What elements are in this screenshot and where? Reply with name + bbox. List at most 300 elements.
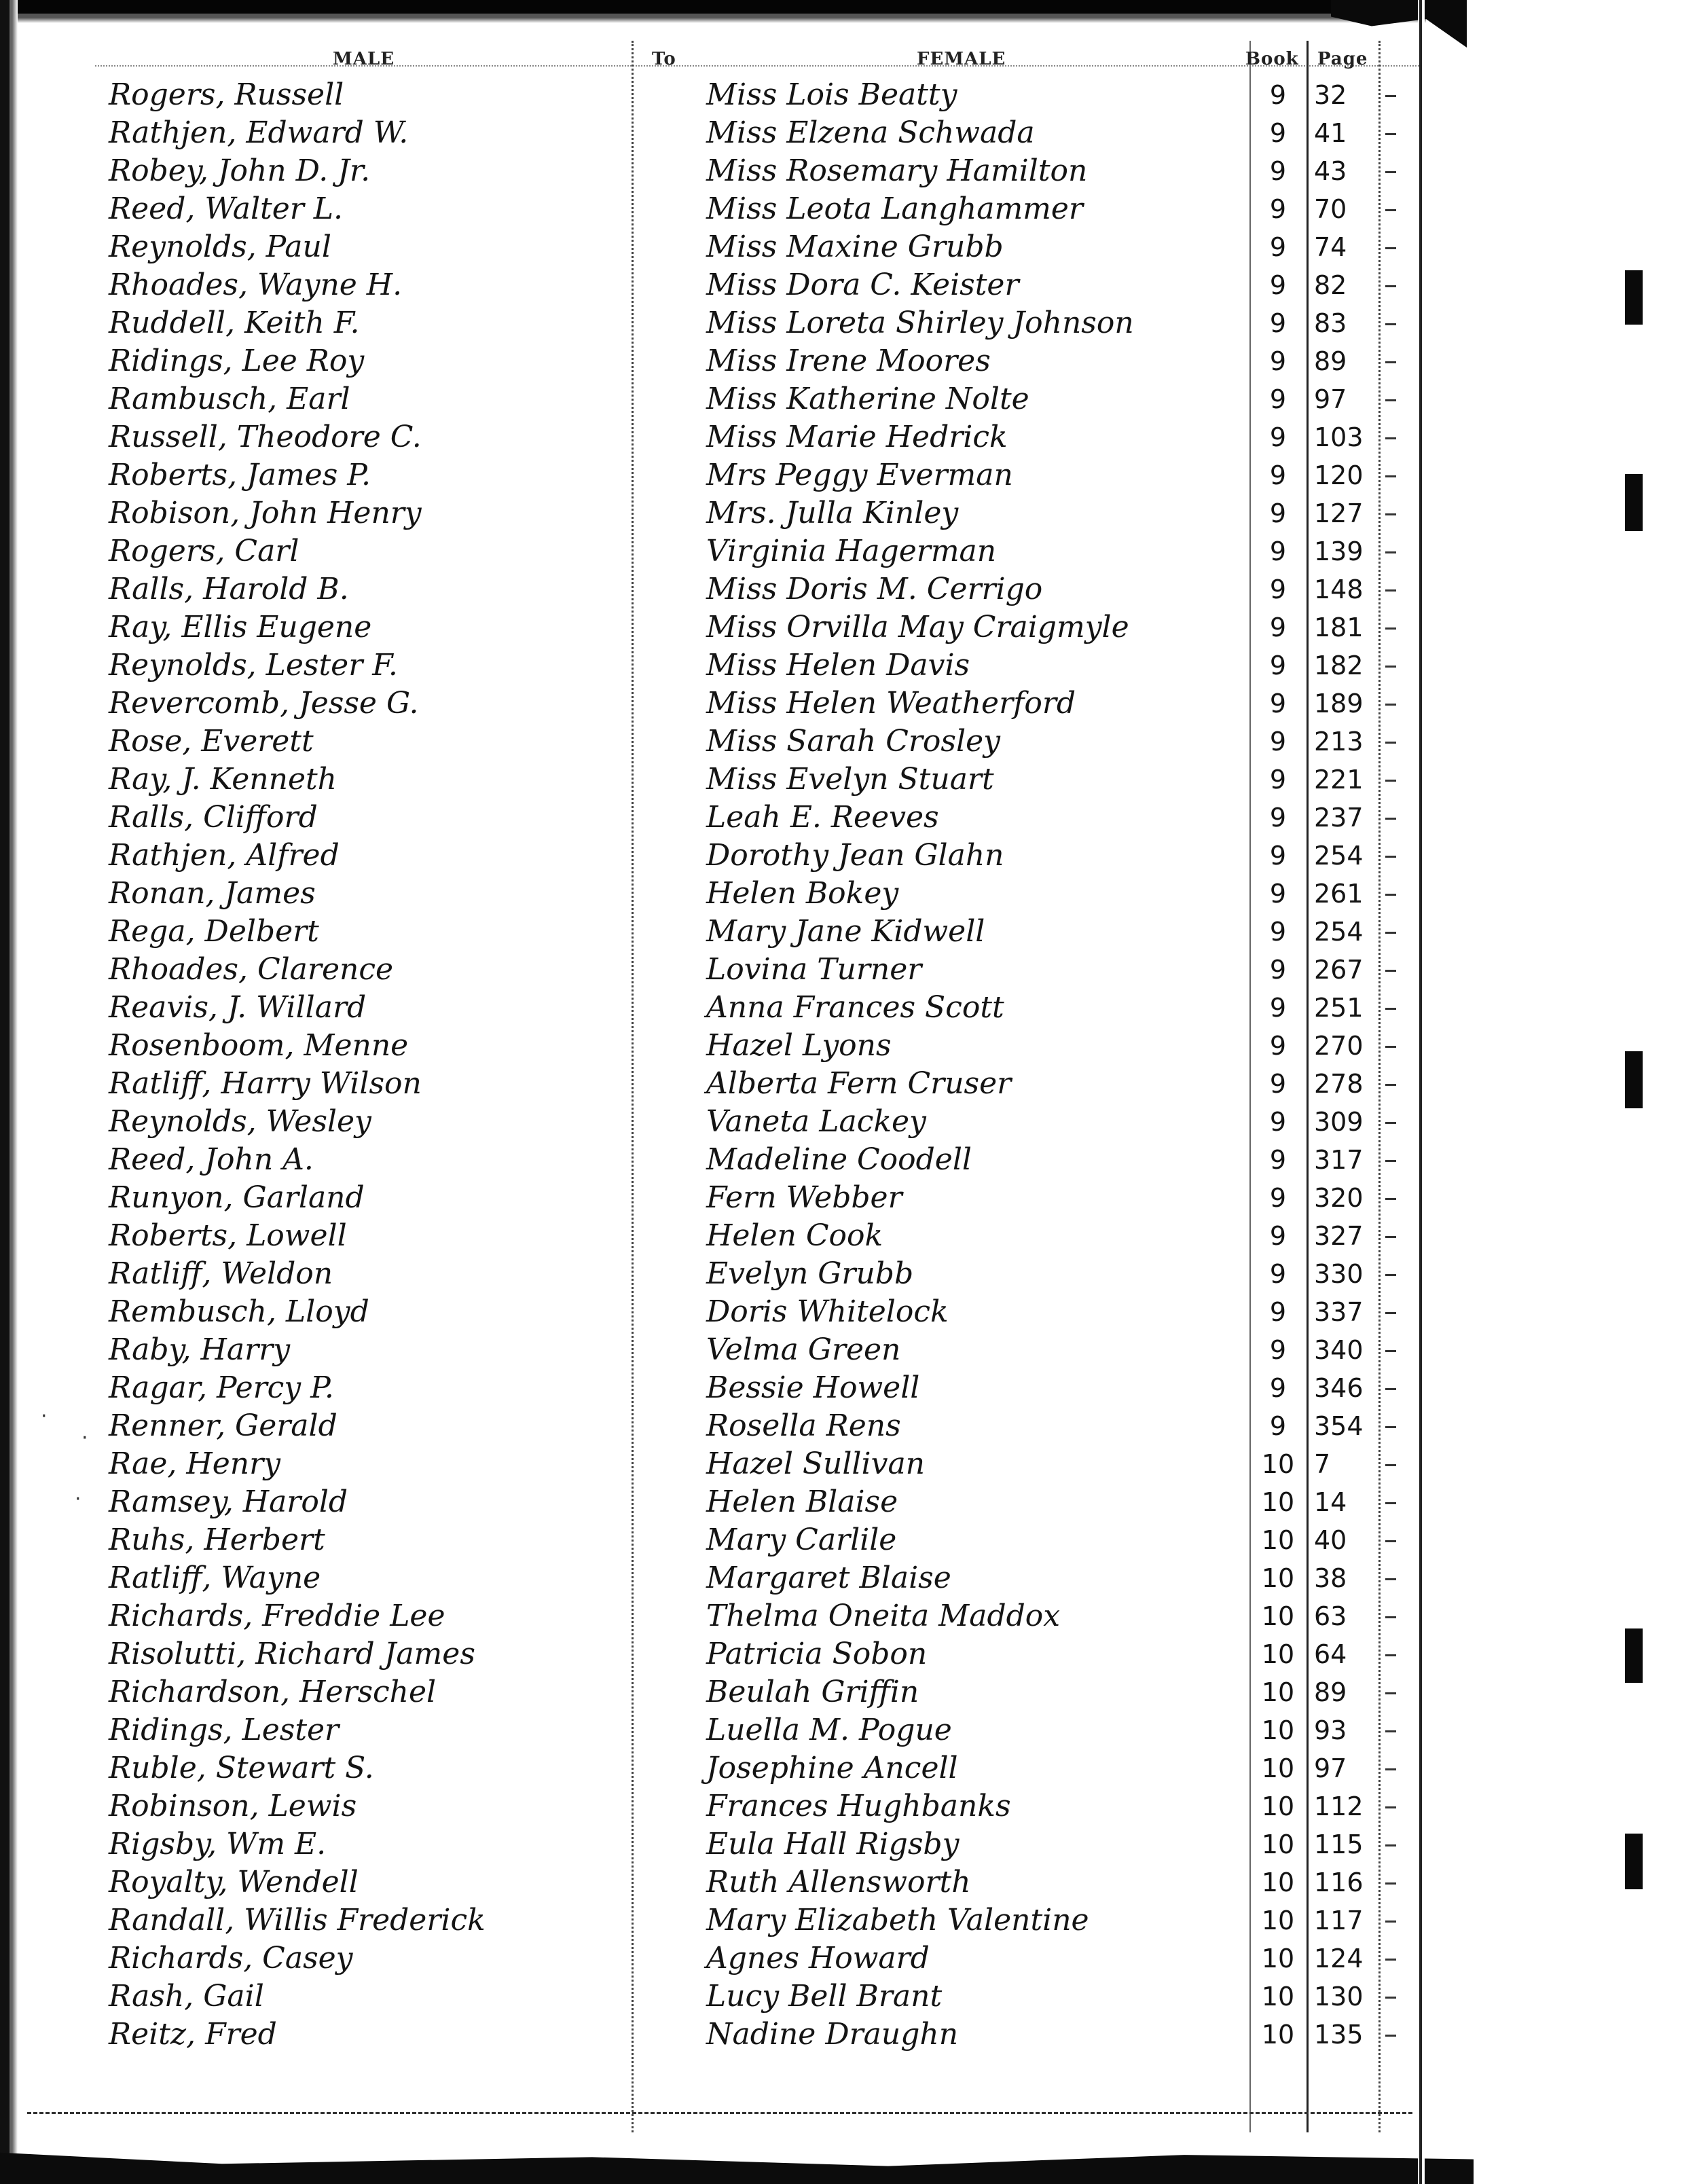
book-number: 9 [1269,80,1287,110]
row-tick [1385,1160,1396,1162]
row-tick [1385,1274,1396,1276]
page-number: 135 [1314,2020,1364,2050]
male-name: Ruble, Stewart S. [109,1751,374,1785]
row-tick [1385,1959,1396,1961]
page-number: 43 [1314,156,1347,186]
book-number: 10 [1261,1449,1295,1479]
male-name: Robey, John D. Jr. [109,153,371,188]
male-name: Richardson, Herschel [109,1675,437,1709]
female-name: Mary Carlile [706,1523,897,1557]
table-row [0,1787,1426,1825]
page-number: 278 [1314,1069,1364,1099]
book-number: 9 [1269,917,1287,947]
book-number: 10 [1261,1601,1295,1631]
book-number: 9 [1269,118,1287,148]
page-number: 70 [1314,194,1347,224]
row-tick [1385,1578,1396,1580]
book-number: 10 [1261,1944,1295,1973]
row-tick [1385,932,1396,934]
book-number: 9 [1269,955,1287,985]
page-number: 270 [1314,1031,1364,1061]
male-name: Robison, John Henry [109,496,422,530]
page-number: 182 [1314,651,1364,680]
table-row [0,1635,1426,1673]
table-row [0,1293,1426,1331]
scan-torn-corner [1331,0,1467,48]
female-name: Miss Sarah Crosley [706,724,1000,759]
page-number: 97 [1314,384,1347,414]
page-number: 221 [1314,765,1364,795]
row-tick [1385,1540,1396,1542]
footer-rule [27,2112,1412,2114]
female-name: Beulah Griffin [706,1675,919,1709]
row-tick [1385,742,1396,744]
page-number: 237 [1314,803,1364,833]
male-name: Reynolds, Wesley [109,1104,371,1139]
page-number: 354 [1314,1411,1364,1441]
table-row [0,837,1426,875]
female-name: Thelma Oneita Maddox [706,1599,1061,1633]
male-name: Reynolds, Lester F. [109,648,398,682]
male-name: Rhoades, Clarence [109,952,394,987]
table-row [0,266,1426,304]
row-tick [1385,1502,1396,1504]
row-tick [1385,1008,1396,1010]
margin-mark: · [75,1487,81,1511]
row-tick [1385,1312,1396,1314]
page-number: 7 [1314,1449,1331,1479]
male-name: Ruddell, Keith F. [109,306,360,340]
table-row [0,1978,1426,2016]
male-name: Revercomb, Jesse G. [109,686,419,721]
female-name: Mary Elizabeth Valentine [706,1903,1089,1937]
scan-top-border [0,0,1426,23]
male-name: Ramsey, Harold [109,1485,348,1519]
punch-hole-mark [1625,270,1643,325]
page-number: 83 [1314,308,1347,338]
female-name: Frances Hughbanks [706,1789,1011,1823]
female-name: Miss Rosemary Hamilton [706,153,1088,188]
table-row [0,1940,1426,1978]
book-number: 10 [1261,1982,1295,2012]
book-number: 9 [1269,232,1287,262]
page-number: 82 [1314,270,1347,300]
male-name: Rosenboom, Menne [109,1028,409,1063]
table-row [0,1407,1426,1445]
table-row [0,1179,1426,1217]
male-name: Ratliff, Wayne [109,1561,321,1595]
male-name: Reavis, J. Willard [109,990,367,1025]
page-number: 103 [1314,422,1364,452]
table-row [0,1445,1426,1483]
male-name: Randall, Willis Frederick [109,1903,486,1937]
book-number: 9 [1269,346,1287,376]
page-number: 330 [1314,1259,1364,1289]
row-tick [1385,1616,1396,1618]
book-number: 9 [1269,651,1287,680]
table-row [0,1483,1426,1521]
page-number: 309 [1314,1107,1364,1137]
female-name: Anna Frances Scott [706,990,1004,1025]
male-name: Reynolds, Paul [109,230,331,264]
male-name: Reed, John A. [109,1142,314,1177]
female-name: Rosella Rens [706,1408,901,1443]
book-number: 9 [1269,613,1287,642]
row-tick [1385,1198,1396,1200]
book-number: 10 [1261,2020,1295,2050]
male-name: Rash, Gail [109,1979,264,2014]
row-tick [1385,627,1396,630]
book-number: 9 [1269,1145,1287,1175]
female-name: Vaneta Lackey [706,1104,926,1139]
page-number: 267 [1314,955,1364,985]
book-number: 9 [1269,460,1287,490]
female-name: Miss Helen Davis [706,648,970,682]
row-tick [1385,704,1396,706]
female-name: Miss Irene Moores [706,344,991,378]
page-number: 40 [1314,1525,1347,1555]
page-number: 317 [1314,1145,1364,1175]
table-row [0,1559,1426,1597]
table-row [0,1901,1426,1940]
row-tick [1385,2035,1396,2037]
page-number: 32 [1314,80,1347,110]
male-name: Rigsby, Wm E. [109,1827,327,1861]
male-name: Roberts, James P. [109,458,371,492]
table-row [0,1521,1426,1559]
book-number: 9 [1269,1411,1287,1441]
male-name: Richards, Casey [109,1941,353,1976]
book-number: 9 [1269,841,1287,871]
page-number: 115 [1314,1830,1364,1859]
page-number: 254 [1314,917,1364,947]
table-row [0,608,1426,647]
book-number: 10 [1261,1868,1295,1897]
female-name: Miss Elzena Schwada [706,115,1035,150]
page-number: 327 [1314,1221,1364,1251]
row-tick [1385,856,1396,858]
punch-hole-mark [1625,1834,1643,1889]
table-row [0,1027,1426,1065]
male-name: Rembusch, Lloyd [109,1294,369,1329]
male-name: Ray, Ellis Eugene [109,610,372,644]
male-name: Rogers, Carl [109,534,299,568]
header-rule [95,65,1419,67]
book-number: 9 [1269,727,1287,757]
page-number: 320 [1314,1183,1364,1213]
male-name: Rathjen, Edward W. [109,115,409,150]
male-name: Rega, Delbert [109,914,319,949]
margin-mark: · [41,1404,48,1428]
female-name: Fern Webber [706,1180,902,1215]
page-number: 337 [1314,1297,1364,1327]
female-name: Josephine Ancell [706,1751,958,1785]
female-name: Miss Maxine Grubb [706,230,1004,264]
table-row [0,494,1426,532]
page-number: 254 [1314,841,1364,871]
row-tick [1385,666,1396,668]
table-row [0,1711,1426,1749]
page-number: 116 [1314,1868,1364,1897]
table-row [0,114,1426,152]
row-tick [1385,513,1396,515]
female-name: Miss Marie Hedrick [706,420,1008,454]
row-tick [1385,1654,1396,1656]
table-row [0,532,1426,570]
page-number: 181 [1314,613,1364,642]
punch-hole-mark [1625,1051,1643,1108]
punch-hole-mark [1625,474,1643,531]
book-number: 10 [1261,1715,1295,1745]
book-number: 9 [1269,270,1287,300]
row-tick [1385,437,1396,439]
row-tick [1385,780,1396,782]
table-row [0,1255,1426,1293]
table-row [0,1065,1426,1103]
book-number: 9 [1269,575,1287,604]
book-number: 9 [1269,1031,1287,1061]
female-name: Miss Evelyn Stuart [706,762,994,797]
header-male: MALE [333,49,395,69]
page-number: 89 [1314,1677,1347,1707]
female-name: Miss Dora C. Keister [706,268,1019,302]
female-name: Hazel Sullivan [706,1446,926,1481]
page-number: 38 [1314,1563,1347,1593]
book-number: 10 [1261,1906,1295,1935]
table-row [0,723,1426,761]
book-number: 10 [1261,1525,1295,1555]
page-number: 89 [1314,346,1347,376]
male-name: Roberts, Lowell [109,1218,347,1253]
margin-mark: · [81,1426,88,1450]
female-name: Lovina Turner [706,952,922,987]
female-name: Miss Helen Weatherford [706,686,1076,721]
female-name: Miss Leota Langhammer [706,192,1083,226]
male-name: Rambusch, Earl [109,382,350,416]
table-row [0,1141,1426,1179]
row-tick [1385,1730,1396,1732]
page-number: 41 [1314,118,1347,148]
book-number: 9 [1269,194,1287,224]
female-name: Agnes Howard [706,1941,930,1976]
book-number: 9 [1269,993,1287,1023]
scan-bottom-border [0,2139,1480,2184]
table-row [0,76,1426,114]
female-name: Patricia Sobon [706,1637,928,1671]
page-number: 14 [1314,1487,1347,1517]
book-number: 9 [1269,1335,1287,1365]
male-name: Rhoades, Wayne H. [109,268,403,302]
book-number: 9 [1269,689,1287,718]
page-number: 148 [1314,575,1364,604]
book-number: 9 [1269,1259,1287,1289]
table-row [0,761,1426,799]
table-row [0,570,1426,608]
page-number: 213 [1314,727,1364,757]
row-tick [1385,1692,1396,1694]
row-tick [1385,1236,1396,1238]
female-name: Leah E. Reeves [706,800,939,835]
row-tick [1385,475,1396,477]
female-name: Lucy Bell Brant [706,1979,943,2014]
male-name: Royalty, Wendell [109,1865,359,1899]
female-name: Eula Hall Rigsby [706,1827,960,1861]
row-tick [1385,970,1396,972]
female-name: Mrs Peggy Everman [706,458,1013,492]
book-number: 9 [1269,1183,1287,1213]
punch-hole-mark [1625,1628,1643,1683]
table-row [0,1103,1426,1141]
table-row [0,1673,1426,1711]
header-page: Page [1317,49,1368,69]
female-name: Hazel Lyons [706,1028,892,1063]
row-tick [1385,551,1396,553]
table-row [0,913,1426,951]
female-name: Miss Doris M. Cerrigo [706,572,1043,606]
table-row [0,989,1426,1027]
female-name: Virginia Hagerman [706,534,997,568]
table-row [0,685,1426,723]
row-tick [1385,589,1396,592]
book-number: 9 [1269,1297,1287,1327]
table-row [0,799,1426,837]
female-name: Helen Blaise [706,1485,898,1519]
row-tick [1385,133,1396,135]
header-book: Book [1245,49,1299,69]
row-tick [1385,1388,1396,1390]
male-name: Risolutti, Richard James [109,1637,475,1671]
row-tick [1385,894,1396,896]
page-number: 112 [1314,1791,1364,1821]
book-number: 9 [1269,1373,1287,1403]
male-name: Rogers, Russell [109,77,344,112]
book-number: 9 [1269,308,1287,338]
female-name: Nadine Draughn [706,2017,959,2052]
book-number: 9 [1269,1107,1287,1137]
book-number: 9 [1269,498,1287,528]
header-to: To [652,49,676,69]
table-row [0,342,1426,380]
male-name: Reitz, Fred [109,2017,277,2052]
table-row [0,1825,1426,1863]
page-number: 74 [1314,232,1347,262]
table-row [0,152,1426,190]
table-row [0,1863,1426,1901]
page-number: 261 [1314,879,1364,909]
table-row [0,190,1426,228]
page-number: 120 [1314,460,1364,490]
row-tick [1385,1426,1396,1428]
row-tick [1385,1084,1396,1086]
table-row [0,875,1426,913]
row-tick [1385,1806,1396,1808]
row-tick [1385,1122,1396,1124]
male-name: Ratliff, Harry Wilson [109,1066,422,1101]
page-number: 340 [1314,1335,1364,1365]
female-name: Bessie Howell [706,1370,920,1405]
row-tick [1385,171,1396,173]
book-number: 9 [1269,765,1287,795]
book-number: 10 [1261,1830,1295,1859]
row-tick [1385,1921,1396,1923]
book-number: 10 [1261,1791,1295,1821]
page-number: 139 [1314,536,1364,566]
row-tick [1385,1464,1396,1466]
table-row [0,1749,1426,1787]
female-name: Miss Orvilla May Craigmyle [706,610,1129,644]
female-name: Evelyn Grubb [706,1256,914,1291]
page-number: 127 [1314,498,1364,528]
book-number: 9 [1269,1221,1287,1251]
blank-margin [1474,0,1699,2184]
female-name: Helen Bokey [706,876,899,911]
female-name: Mrs. Julla Kinley [706,496,959,530]
book-number: 10 [1261,1487,1295,1517]
book-number: 9 [1269,156,1287,186]
book-number: 9 [1269,422,1287,452]
page-number: 63 [1314,1601,1347,1631]
female-name: Helen Cook [706,1218,883,1253]
book-number: 9 [1269,1069,1287,1099]
row-tick [1385,1882,1396,1885]
female-name: Ruth Allensworth [706,1865,971,1899]
male-name: Raby, Harry [109,1332,291,1367]
table-row [0,951,1426,989]
male-name: Ridings, Lee Roy [109,344,365,378]
male-name: Ridings, Lester [109,1713,340,1747]
female-name: Mary Jane Kidwell [706,914,985,949]
row-tick [1385,1844,1396,1846]
row-tick [1385,399,1396,401]
book-number: 9 [1269,879,1287,909]
female-name: Luella M. Pogue [706,1713,952,1747]
male-name: Renner, Gerald [109,1408,337,1443]
table-row [0,456,1426,494]
table-row [0,380,1426,418]
male-name: Rathjen, Alfred [109,838,340,873]
female-name: Madeline Coodell [706,1142,972,1177]
page-number: 189 [1314,689,1364,718]
female-name: Margaret Blaise [706,1561,951,1595]
female-name: Doris Whitelock [706,1294,949,1329]
table-row [0,1331,1426,1369]
male-name: Rae, Henry [109,1446,281,1481]
page-number: 124 [1314,1944,1364,1973]
page-number: 93 [1314,1715,1347,1745]
book-number: 10 [1261,1753,1295,1783]
male-name: Ratliff, Weldon [109,1256,333,1291]
page-number: 130 [1314,1982,1364,2012]
book-number: 9 [1269,384,1287,414]
row-tick [1385,1768,1396,1770]
table-row [0,2016,1426,2054]
table-row [0,304,1426,342]
page-number: 97 [1314,1753,1347,1783]
male-name: Reed, Walter L. [109,192,343,226]
book-number: 10 [1261,1677,1295,1707]
table-row [0,418,1426,456]
page-number: 64 [1314,1639,1347,1669]
male-name: Ragar, Percy P. [109,1370,334,1405]
female-name: Miss Loreta Shirley Johnson [706,306,1134,340]
male-name: Robinson, Lewis [109,1789,357,1823]
table-row [0,647,1426,685]
row-tick [1385,247,1396,249]
page-number: 251 [1314,993,1364,1023]
table-row [0,1369,1426,1407]
male-name: Ralls, Clifford [109,800,318,835]
male-name: Richards, Freddie Lee [109,1599,445,1633]
